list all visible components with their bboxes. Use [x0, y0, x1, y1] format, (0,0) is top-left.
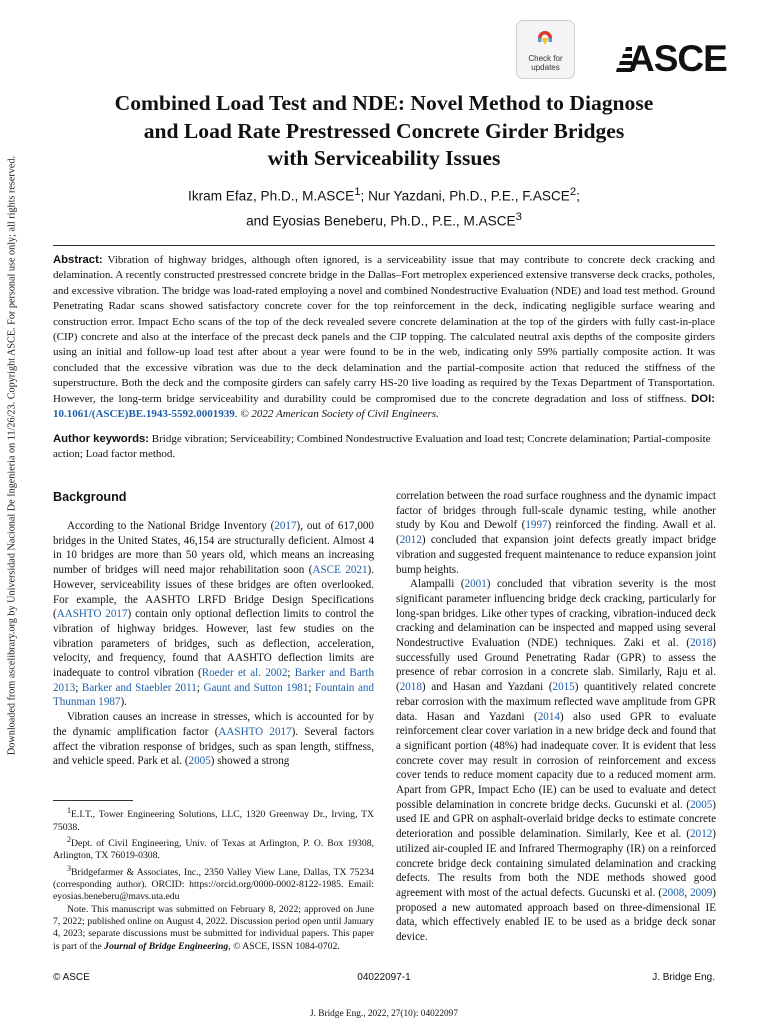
reference-link[interactable]: 2005	[690, 798, 713, 811]
reference-link[interactable]: Fountain and Thunman 1987	[53, 681, 375, 709]
asce-logo	[612, 38, 727, 84]
footnote-rule	[53, 800, 133, 801]
reference-link[interactable]: 2001	[464, 578, 487, 591]
reference-link[interactable]: Gaunt and Sutton 1981	[203, 681, 309, 694]
doi-label: DOI:	[691, 392, 715, 405]
affiliation-marker[interactable]: 3	[515, 210, 522, 223]
citation-line: J. Bridge Eng., 2022, 27(10): 04022097	[310, 1009, 458, 1019]
author-name: ; Nur Yazdani, Ph.D., P.E., F.ASCE	[360, 188, 570, 204]
footnote: $^1$E.I.T., Tower Engineering Solutions, LLC, 1320 Greenway Dr., Irving, TX 75038.	[53, 806, 374, 833]
left-column	[53, 489, 374, 769]
keywords-text: Bridge vibration; Serviceability; Combined Nondestructive Evaluation and load test; Concrete delamination; Partial-composite action; Load factor method.	[53, 433, 711, 461]
title-line: and Load Rate Prestressed Concrete Girder Bridges	[143, 118, 625, 143]
reference-link[interactable]: 2015	[552, 681, 575, 694]
footnote: $^2$Dept. of Civil Engineering, Univ. of Texas at Arlington, P. O. Box 19308, Arlington, TX 76019-0308.	[53, 834, 374, 862]
reference-link[interactable]: AASHTO 2017	[56, 608, 128, 621]
paragraph: Alampalli (2001) concluded that vibration severity is the most significant parameter influencing bridge deck cracking, particularly for long-span bridges. Like other types of cracking, vibration-induced deck cracking and delamination can be inspected and mapped using several Nondestructive Evaluation (NDE) techniques. Zaki et al. (2018) successfully used Ground Penetrating Radar (GPR) to assess the presence of rebar corrosion in a concrete slab. Similarly, Raju et al. (2018) and Hasan and Yazdani (2015) quantitively related concrete rebar corrosion with the maximum reflected wave amplitude from GPR data. Hasan and Yazdani (2014) also used GPR to evaluate reinforcement clear cover variation in a new bridge deck and found that a significant portion (48%) had inadequate cover. It is evident that less concrete cover may result in corrosion of reinforcement and excess cover tends to reduce moment capacity due to a reduced moment arm. Apart from GPR, Impact Echo (IE) can be used to evaluate and detect possible delamination in concrete bridge decks. Gucunski et al. (2005) used IE and GPR on asphalt-overlaid bridge decks to estimate concrete deterioration and possible delamination. Similarly, Kee et al. (2012) utilized air-coupled IE and Infrared Thermography (IR) on a reinforced concrete bridge deck containing simulated delamination and cracking defects. The results from both the NDE methods showed good agreement with most of the actual defects. Gucunski et al. (2008, 2009) proposed a new automated approach based on three-dimensional IE data, which effectively enabled IE to be used as a bridge deck sonar device.	[396, 578, 716, 944]
right-column	[396, 489, 716, 945]
reference-link[interactable]: 2014	[537, 710, 560, 723]
copyright-line: . © 2022 American Society of Civil Engineers.	[234, 408, 439, 421]
check-updates-icon	[535, 27, 555, 47]
title-line: Combined Load Test and NDE: Novel Method to Diagnose	[114, 91, 654, 115]
affiliation-marker[interactable]: 1	[354, 186, 361, 198]
reference-link[interactable]: 1997	[525, 519, 548, 532]
section-heading: Background	[53, 490, 127, 504]
title-line: with Serviceability Issues	[267, 146, 501, 170]
reference-link[interactable]: ASCE 2021	[312, 564, 368, 577]
reference-link[interactable]: 2018	[690, 637, 713, 650]
paragraph: Vibration causes an increase in stresses, which is accounted for by the dynamic amplification factor (AASHTO 2017). Several factors affect the vibration response of bridges, such as span length, stiffness, and vehicle speed. Park et al. (2005) showed a strong	[53, 711, 374, 768]
check-for-updates-badge[interactable]	[516, 20, 575, 79]
abstract-label: Abstract:	[53, 254, 103, 266]
reference-link[interactable]: 2005	[188, 755, 211, 768]
footer-copyright: © ASCE	[53, 972, 90, 983]
footer-page-id: 04022097-1	[357, 972, 411, 983]
download-notice: Downloaded from ascelibrary.org by Universidad Nacional De Ingenieria on 11/26/23. Copyright ASCE. For personal use only; all rights reserved.	[6, 155, 18, 756]
abstract-text: Vibration of highway bridges, although often ignored, is a serviceability issue that may contribute to concrete deck cracking and delamination. A recently constructed prestressed concrete bridge in the Dallas–Fort metroplex experienced extensive transverse deck cracks, potholes, and excessive vibration. The bridge was load-rated employing a novel and combined Nondestructive Evaluation (NDE) and load test method. Ground Penetrating Radar scans showed satisfactory concrete cover for the top reinforcement in the deck, indicating negligible surface wearing and construction error. Impact Echo scans of the top of the deck revealed severe concrete delamination at the top of the girders with fully cast-in-place (CIP) concrete and also at the interface of the precast deck panels and the CIP topping. The calculated neutral axis depths of the composite girders using an initial and follow-up load test after about a year were found to be in the web, indicating only 59% partially composite action. It was concluded that the excessive vibration was due to the deck delamination and the partial-composite action that reduced the stiffness of the superstructure. Both the deck and the composite girders can safely carry HS-20 live loading as required by the Texas Department of Transportation. However, the long-term bridge serviceability and durability could be compromised due to the concrete degradation and loss of stiffness.	[53, 254, 715, 405]
journal-name: Journal of Bridge Engineering	[104, 940, 229, 952]
asce-logo-text: ASCE	[628, 38, 727, 79]
footnotes	[53, 805, 374, 953]
author-name: and Eyosias Beneberu, Ph.D., P.E., M.ASCE	[246, 213, 516, 229]
reference-link[interactable]: 2012	[399, 534, 422, 547]
affiliation-marker[interactable]: 2	[569, 186, 577, 198]
paragraph: According to the National Bridge Inventory (2017), out of 617,000 bridges in the United States, 46,154 are structurally deficient. Almost 4 in 10 bridges are more than 50 years old, which means an increasing number of bridges will need major rehabilitation soon (ASCE 2021). However, serviceability issues of these bridges are often overlooked. For example, the AASHTO LRFD Bridge Design Specifications (AASHTO 2017) contain only optional deflection limits to control the vibration of highway bridges. However, last few studies on the vibration parameters of bridges, such as deflection, acceleration, velocity, and frequency, found that AASHTO deflection limits are inadequate to control vibration (Roeder et al. 2002; Barker and Barth 2013; Barker and Staebler 2011; Gaunt and Sutton 1981; Fountain and Thunman 1987).	[53, 520, 375, 709]
footer-journal: J. Bridge Eng.	[652, 972, 715, 983]
author-list: Ikram Efaz, Ph.D., M.ASCE$^1$; Nur Yazdani, Ph.D., P.E., F.ASCE$^2$; and Eyosias Beneberu, Ph.D., P.E., M.ASCE$^3$	[188, 186, 580, 229]
check-updates-label: Check for updates	[528, 54, 563, 72]
reference-link[interactable]: AASHTO 2017	[218, 725, 292, 738]
reference-link[interactable]: 2008	[662, 886, 685, 899]
reference-link[interactable]: 2017	[274, 520, 297, 532]
author-name: Ikram Efaz, Ph.D., M.ASCE	[188, 188, 355, 204]
reference-link[interactable]: Roeder et al. 2002	[201, 667, 288, 680]
keywords-label: Author keywords:	[53, 433, 150, 445]
reference-link[interactable]: Barker and Staebler 2011	[81, 681, 197, 694]
reference-link[interactable]: 2009	[690, 886, 713, 899]
footnote: $^3$Bridgefarmer & Associates, Inc., 2350 Valley View Lane, Dallas, TX 75234 (corresponding author). ORCID: https://orcid.org/0000-0002-8122-1985. Email: eyosias.beneberu@mavs.uta.edu	[53, 863, 374, 903]
paragraph: correlation between the road surface roughness and the dynamic impact factor of bridges through full-scale dynamic testing, while another study by Kou and Dewolf (1997) reinforced the finding. Awall et al. (2012) concluded that expansion joint defects greatly impact bridge vibration and suggested frequent maintenance to reduce expansion joint bump heights.	[396, 490, 716, 576]
author-keywords	[53, 432, 715, 463]
header-rule	[53, 245, 715, 246]
reference-link[interactable]: 2018	[399, 681, 422, 694]
reference-link[interactable]: 2012	[690, 828, 713, 841]
abstract	[53, 253, 715, 422]
reference-link[interactable]: Barker and Barth 2013	[53, 667, 374, 694]
doi-link[interactable]: 10.1061/(ASCE)BE.1943-5592.0001939	[53, 408, 235, 421]
article-title	[60, 90, 708, 173]
manuscript-note: Note. This manuscript was submitted on February 8, 2022; approved on June 7, 2022; published online on August 4, 2022. Discussion period open until January 4, 2023; separate discussions must be submitted for individual papers. This paper is part of the Journal of Bridge Engineering, © ASCE, ISSN 1084-0702.	[53, 903, 374, 952]
